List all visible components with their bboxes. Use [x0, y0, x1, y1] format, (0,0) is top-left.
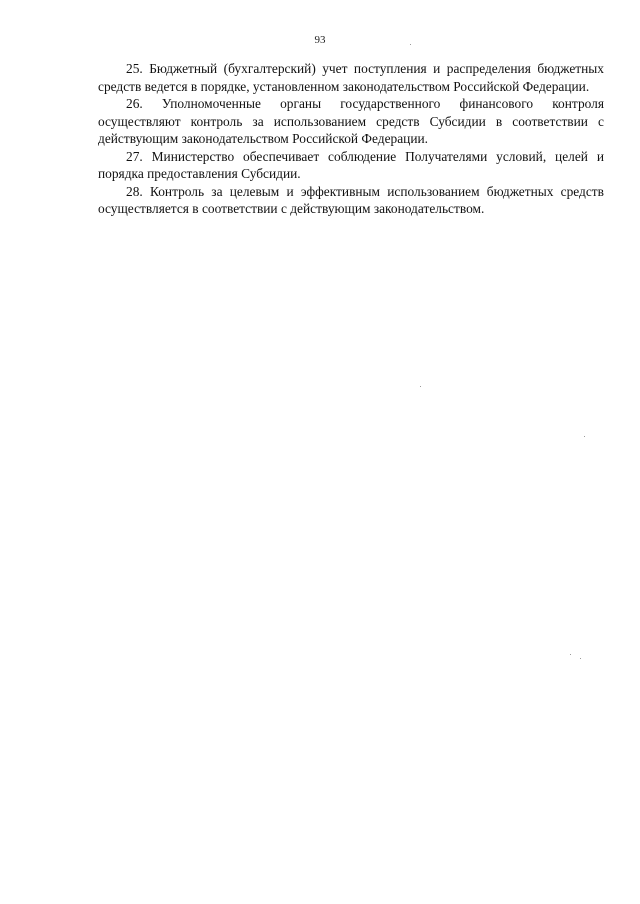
paragraph-27: 27. Министерство обеспечивает соблюдение Получателями условий, целей и порядка предоставления Субсидии.	[98, 148, 604, 181]
page-number: 93	[314, 34, 326, 46]
paragraph-25: 25. Бюджетный (бухгалтерский) учет поступления и распределения бюджетных средств ведется в порядке, установленном законодательством Российской Федерации.	[98, 61, 604, 94]
scan-speck	[570, 654, 571, 655]
scan-speck	[420, 386, 421, 387]
paragraph-28: 28. Контроль за целевым и эффективным использованием бюджетных средств осуществляется в соответствии с действующим законодательством.	[98, 183, 604, 216]
scan-speck	[410, 44, 411, 45]
paragraph-26: 26. Уполномоченные органы государственного финансового контроля осуществляют контроль за использованием средств Субсидии в соответствии с действующим законодательством Российской Федерации.	[98, 96, 604, 146]
document-body	[98, 60, 604, 218]
scan-speck	[584, 436, 585, 437]
scan-speck	[580, 658, 581, 659]
